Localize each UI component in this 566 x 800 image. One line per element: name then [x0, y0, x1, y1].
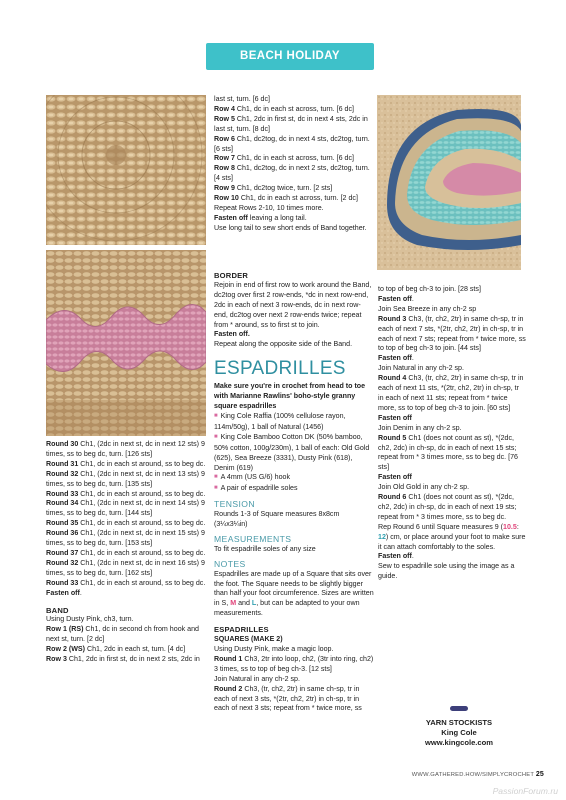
notes-heading: NOTES: [214, 558, 246, 569]
round-line: Fasten off.: [46, 588, 82, 597]
round-line: Join Old Gold in any ch-2 sp.: [378, 483, 470, 492]
round-line: Round 4 Ch3, (tr, ch2, 2tr) in same ch-sp, tr in each of next 11 sts, *(2tr, ch2, 2tr) in ch-sp, tr in each of next 11 sts; repeat from * twice more, ss to top of beg ch-3 to join. [60 sts]: [378, 374, 524, 412]
round-line: Join Denim in any ch-2 sp.: [378, 423, 462, 432]
page-number: 25: [535, 771, 544, 778]
round-line: Round 31 Ch1, dc in each st around, ss to beg dc.: [46, 459, 206, 468]
measurements-heading: MEASUREMENTS: [214, 533, 292, 544]
square-line: Round 2 Ch3, (tr, ch2, 2tr) in same ch-sp, tr in each of next 3 sts, *(2tr, ch2, 2tr) in ch-sp, tr in each of next 3 sts; repeat from * twice more, ss: [214, 684, 362, 713]
round-line: Round 6 Ch1 (does not count as st), *(2dc, ch2, 2dc) in ch-sp, dc in each of next 19 sts; repeat from * 3 times more, ss to beg dc.: [378, 493, 517, 521]
square-line: Round 1 Ch3, 2tr into loop, ch2, (3tr into ring, ch2) 3 times, ss to top of beg ch-3. [12 sts]: [214, 654, 374, 673]
row-line: Row 6 Ch1, dc2tog, dc in next 4 sts, dc2tog, turn. [6 sts]: [214, 134, 370, 153]
material-item: ■ A 4mm (US G/6) hook: [214, 473, 374, 484]
row-line: Row 8 Ch1, dc2tog, dc in next 2 sts, dc2tog, turn. [4 sts]: [214, 164, 370, 183]
round-line: Round 36 Ch1, (2dc in next st, dc in next 15 sts) 9 times, ss to beg dc, turn. [153 sts]: [46, 529, 205, 548]
espadrilles-title: ESPADRILLES: [214, 358, 346, 380]
yarn-stockists: [404, 706, 514, 748]
measurements-text: To fit espadrille soles of any size: [214, 544, 316, 553]
square-line: Using Dusty Pink, make a magic loop.: [214, 645, 334, 653]
round-line: Fasten off: [378, 413, 412, 422]
round-line: Fasten off.: [378, 354, 414, 363]
left-column: [46, 440, 206, 665]
hat-band-photo: [46, 250, 206, 436]
material-item: ■ King Cole Raffia (100% cellulose rayon, 114m/50g), 1 ball of Natural (1456): [214, 412, 374, 433]
right-column: [378, 285, 526, 582]
squares-heading: SQUARES (MAKE 2): [214, 635, 283, 644]
stockists-name: King Cole: [441, 728, 477, 737]
round-line: Join Sea Breeze in any ch-2 sp: [378, 304, 477, 313]
espadrilles-intro: Make sure you're in crochet from head to toe with Marianne Rawlins' boho-style granny square espadrilles: [214, 382, 366, 411]
round-line: Round 30 Ch1, (2dc in next st, dc in next 12 sts) 9 times, ss to beg dc, turn. [126 sts]: [46, 440, 205, 458]
round-line: Round 37 Ch1, dc in each st around, ss to beg dc.: [46, 548, 206, 557]
round-line: Round 34 Ch1, (2dc in next st, dc in next 14 sts) 9 times, ss to beg dc, turn. [144 sts]: [46, 499, 205, 518]
band-heading: BAND: [46, 605, 69, 615]
tension-text: Rounds 1-3 of Square measures 8x8cm (3¼x3¼in): [214, 510, 340, 529]
row-line: last st, turn. [6 dc]: [214, 95, 270, 103]
border-fasten: Fasten off.: [214, 330, 250, 339]
border-text: Rejoin in end of first row to work around the Band, dc2tog over first 2 row-ends, *dc in next row-end, 2dc in each of next 3 row-ends, dc in next row-end, dc2tog over next 2 row-ends twice; repeat from * around, ss to first st to join.: [214, 280, 372, 329]
band-rows-continued: [214, 95, 372, 234]
row-line: Row 9 Ch1, dc2tog twice, turn. [2 sts]: [214, 184, 333, 193]
row-line: Fasten off leaving a long tail.: [214, 213, 307, 222]
round-line: to top of beg ch-3 to join. [28 sts]: [378, 285, 481, 293]
footer-site[interactable]: WWW.GATHERED.HOW/SIMPLYCROCHET: [411, 772, 534, 778]
round-line: Round 33 Ch1, dc in each st around, ss to beg dc.: [46, 489, 206, 498]
border-heading: BORDER: [214, 271, 249, 280]
stockists-title: YARN STOCKISTS: [425, 718, 493, 727]
row-line: Row 10 Ch1, dc in each st across, turn. [2 dc]: [214, 194, 358, 203]
row-line: Repeat Rows 2-10, 10 times more.: [214, 203, 324, 212]
stockists-url[interactable]: www.kingcole.com: [424, 738, 494, 747]
round-line: Round 5 Ch1 (does not count as st), *(2dc, ch2, 2dc) in ch-sp, dc in each of next 15 sts; repeat from * 3 times more, ss to beg dc. [76 sts]: [378, 433, 518, 472]
middle-column: [214, 267, 374, 714]
round-line: Fasten off.: [378, 294, 414, 303]
round-line: Fasten off: [378, 473, 412, 482]
row-line: Row 7 Ch1, dc in each st across, turn. [6 dc]: [214, 154, 354, 163]
round-line: Round 33 Ch1, dc in each st around, ss to beg dc.: [46, 578, 206, 587]
watermark: PassionForum.ru: [492, 786, 558, 796]
band-line: Row 1 (RS) Ch1, dc in second ch from hook and next st, turn. [2 dc]: [46, 625, 199, 644]
round-line: Round 32 Ch1, (2dc in next st, dc in next 16 sts) 9 times, ss to beg dc, turn. [162 sts]: [46, 558, 205, 577]
round-line: Sew to espadrille sole using the image as a guide.: [378, 562, 515, 581]
row-line: Use long tail to sew short ends of Band together.: [214, 223, 367, 232]
king-cole-logo-icon: [450, 706, 468, 711]
repeat-round-line: Rep Round 6 until Square measures 9 (10.5: 12) cm, or place around your foot to make sure it can attach comfortably to the soles.: [378, 522, 526, 551]
page-footer: [412, 771, 544, 778]
espadrilles-subheading: ESPADRILLES: [214, 625, 269, 635]
espadrille-photo: [377, 95, 521, 270]
material-item: ■ A pair of espadrille soles: [214, 484, 374, 495]
tension-heading: TENSION: [214, 499, 255, 510]
square-line: Join Natural in any ch-2 sp.: [214, 674, 300, 683]
material-item: ■ King Cole Bamboo Cotton DK (50% bamboo, 50% cotton, 100g/230m), 1 ball of each: Old Gold (625), Sea Breeze (3331), Dusty Pink (618), Denim (619): [214, 433, 374, 474]
section-banner: BEACH HOLIDAY COLLECTION: [206, 43, 374, 70]
round-line: Round 35 Ch1, dc in each st around, ss to beg dc.: [46, 519, 206, 528]
band-line: Using Dusty Pink, ch3, turn.: [46, 615, 134, 624]
row-line: Row 4 Ch1, dc in each st across, turn. [6 dc]: [214, 104, 354, 113]
hat-crown-photo: [46, 95, 206, 245]
border-repeat: Repeat along the opposite side of the Band.: [214, 340, 353, 349]
round-line: Fasten off.: [378, 552, 414, 561]
row-line: Row 5 Ch1, 2dc in first st, dc in next 4 sts, 2dc in last st, turn. [8 dc]: [214, 114, 368, 133]
notes-text: Espadrilles are made up of a Square that sits over the foot. The Square needs to be slightly bigger than half your foot circumference. Sizes are written in S, M and L, but can be adapted to your own measurements.: [214, 569, 374, 618]
round-line: Round 3 Ch3, (tr, ch2, 2tr) in same ch-sp, tr in each of next 7 sts, *(2tr, ch2, 2tr) in ch-sp, tr in each of next 7 sts; repeat from * twice more, ss to top of beg ch-3 to join. [44 sts]: [378, 314, 526, 353]
band-line: Row 3 Ch1, 2dc in first st, dc in next 2 sts, 2dc in: [46, 655, 200, 664]
round-line: Round 32 Ch1, (2dc in next st, dc in next 13 sts) 9 times, ss to beg dc, turn. [135 sts]: [46, 469, 205, 488]
round-line: Join Natural in any ch-2 sp.: [378, 364, 464, 373]
band-line: Row 2 (WS) Ch1, 2dc in each st, turn. [4 dc]: [46, 645, 186, 654]
